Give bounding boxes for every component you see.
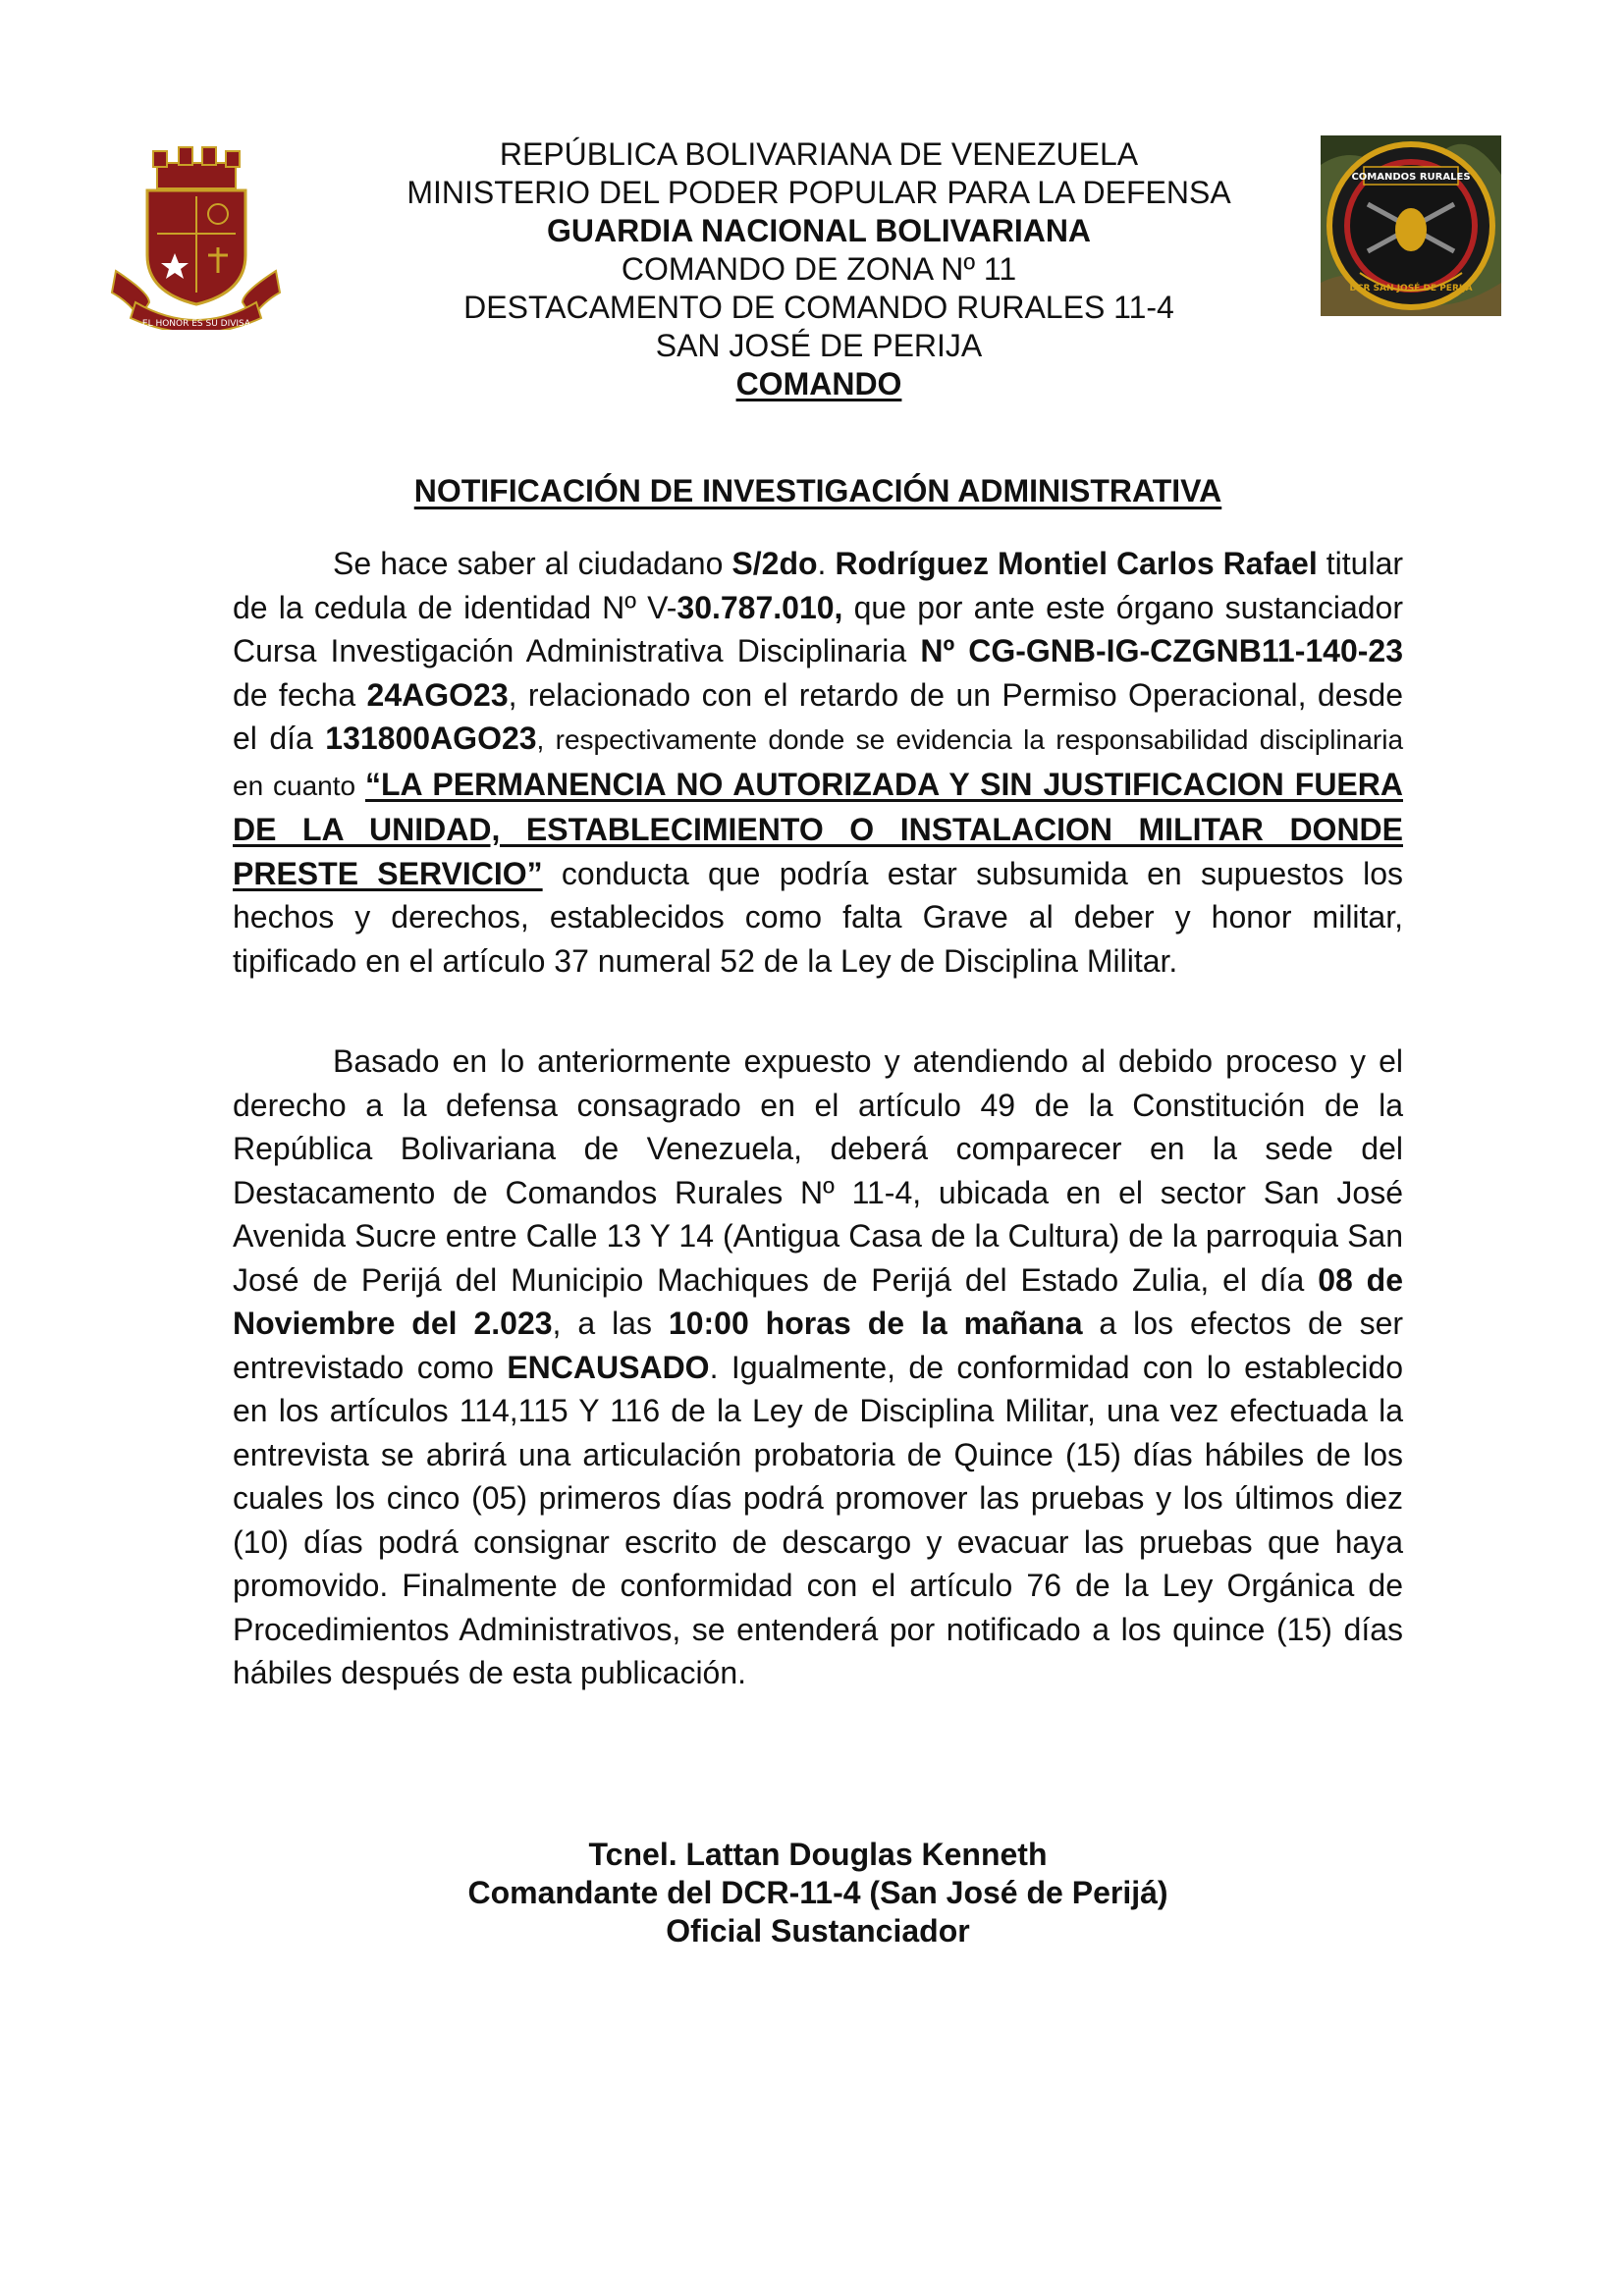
p1-text: de fecha [233,676,367,713]
p1-text: que por ante este órgano sustanciador Cursa Investigación Administrativa Disciplinaria [233,589,1403,668]
header-ministry: MINISTERIO DEL PODER POPULAR PARA LA DEFENSA [406,175,1231,210]
svg-text:DCR SAN JOSÉ DE PERIJÁ: DCR SAN JOSÉ DE PERIJÁ [1349,284,1473,294]
header-detachment: DESTACAMENTO DE COMANDO RURALES 11-4 [463,290,1174,325]
p2-text: , a las [552,1306,669,1341]
p1-rank: S/2do [731,546,818,581]
p1-offense-quote: “LA PERMANENCIA NO AUTORIZADA Y SIN JUSTIFICACION FUERA DE LA UNIDAD, ESTABLECIMIENTO O INSTALACION MILITAR DONDE PRESTE SERVICIO” [233,766,1403,891]
svg-text:COMANDOS RURALES: COMANDOS RURALES [1351,172,1471,183]
header-zone-command: COMANDO DE ZONA Nº 11 [621,251,1017,287]
p1-case-number: Nº CG-GNB-IG-CZGNB11-140-23 [920,633,1403,668]
p1-text: conducta que podría estar subsumida en supuestos los hechos y derechos, establecidos como falta Grave al deber y honor militar, tipificado en el artículo 37 numeral 52 de la Ley de Disciplina Militar. [233,855,1404,979]
svg-text:EL HONOR ES SU DIVISA: EL HONOR ES SU DIVISA [141,319,251,329]
signature-block [233,1836,1403,1950]
p1-text-small: , respectivamente donde se evidencia la responsabilidad disciplinaria en cuanto [233,724,1404,801]
p2-text: a los efectos de ser entrevistado como [233,1306,1404,1385]
p1-text: Se hace saber al ciudadano [333,546,732,581]
p2-text: Basado en lo anteriormente expuesto y atendiendo al debido proceso y el derecho a la defensa consagrado en el artículo 49 de la Constitución de la República Bolivariana de Venezuela, deberá comparecer en la sede del Destacamento de Comandos Rurales Nº 11-4, ubicada en el sector San José Avenida Sucre entre Calle 13 Y 14 (Antigua Casa de la Cultura) de la parroquia San José de Perijá del Municipio Machiques de Perijá del Estado Zulia, el día [233,1043,1403,1298]
header-guardia: GUARDIA NACIONAL BOLIVARIANA [546,213,1092,248]
p1-id-number: 30.787.010, [677,589,843,625]
comandos-rurales-emblem-icon [1321,135,1501,316]
p1-permit-date: 131800AGO23 [325,721,537,756]
header-comando: COMANDO [735,366,902,401]
signatory-role: Oficial Sustanciador [666,1913,970,1949]
p2-status: ENCAUSADO [507,1349,710,1385]
header-location: SAN JOSÉ DE PERIJA [655,328,983,363]
letterhead [295,135,1343,403]
p1-case-date: 24AGO23 [366,676,509,713]
p2-text: . Igualmente, de conformidad con lo establecido en los artículos 114,115 Y 116 de la Ley de Disciplina Militar, una vez efectuada la entrevista se abrirá una articulación probatoria de Quince (15) días hábiles de los cuales los cinco (05) primeros días podrá promover las pruebas y los últimos diez (10) días podrá consignar escrito de descargo y evacuar las pruebas que haya promovido. Finalmente de conformidad con el artículo 76 de la Ley Orgánica de Procedimientos Administrativos, se entenderá por notificado a los quince (15) días hábiles después de esta publicación. [233,1349,1403,1690]
p2-appearance-date: 08 de Noviembre del 2.023 [233,1261,1404,1341]
signatory-name: Tcnel. Lattan Douglas Kenneth [588,1837,1048,1872]
p2-appearance-time: 10:00 horas de la mañana [668,1306,1083,1341]
p1-text: titular de la cedula de identidad Nº V- [233,546,1404,625]
paragraph-notification [233,542,1403,983]
header-republic: REPÚBLICA BOLIVARIANA DE VENEZUELA [499,136,1139,172]
signatory-position: Comandante del DCR-11-4 (San José de Perijá) [467,1875,1168,1910]
gnb-coat-of-arms-icon [110,145,282,330]
p1-text: . [817,546,836,581]
paragraph-summons [233,1040,1403,1695]
document-title: NOTIFICACIÓN DE INVESTIGACIÓN ADMINISTRATIVA [413,473,1222,508]
p1-text: , relacionado con el retardo de un Permiso Operacional, desde el día [233,676,1404,756]
p1-citizen-name: Rodríguez Montiel Carlos Rafael [835,546,1318,581]
